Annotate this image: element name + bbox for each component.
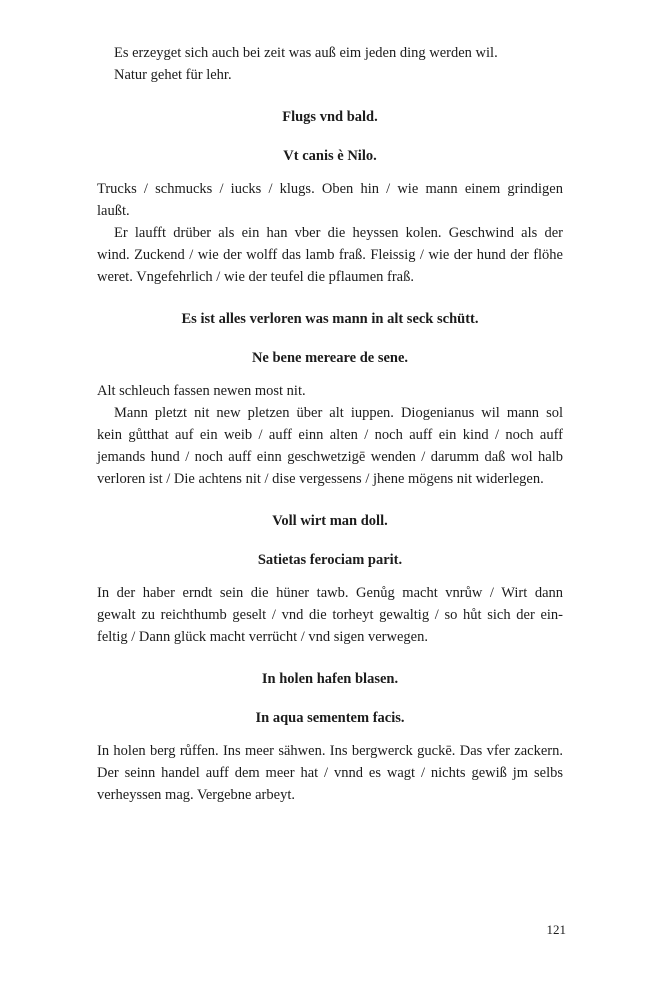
text-line: verheyssen mag. Vergebne arbeyt. bbox=[97, 787, 295, 803]
page-number: 121 bbox=[546, 922, 566, 937]
paragraph bbox=[97, 740, 563, 806]
section-heading: Ne bene mereare de sene. bbox=[251, 350, 409, 366]
section-heading: Flugs vnd bald. bbox=[282, 109, 378, 125]
section-heading: Es ist alles verloren was mann in alt seck schütt. bbox=[181, 311, 479, 327]
text-line: Der seinn handel auff dem meer hat / vnnd es wagt / nichts gewiß jm selbs bbox=[97, 765, 563, 781]
text-line: Natur gehet für lehr. bbox=[114, 67, 232, 83]
text-line: feltig / Dann glück macht verrücht / vnd sigen verwegen. bbox=[97, 629, 428, 645]
section-heading: Vt canis è Nilo. bbox=[283, 148, 377, 164]
paragraph bbox=[97, 178, 563, 222]
section-heading: In aqua sementem facis. bbox=[255, 710, 405, 726]
paragraph bbox=[97, 42, 563, 64]
text-line: kein gůtthat auf ein weib / auff einn alten / noch auff ein kind / noch auff bbox=[97, 427, 563, 443]
page-content bbox=[97, 42, 563, 806]
text-line: In der haber erndt sein die hüner tawb. Genůg macht vnrůw / Wirt dann bbox=[97, 585, 563, 601]
text-line: Trucks / schmucks / iucks / klugs. Oben hin / wie mann einem grindigen bbox=[97, 181, 563, 197]
section-heading: In holen hafen blasen. bbox=[261, 671, 399, 687]
section-heading: Satietas ferociam parit. bbox=[257, 552, 403, 568]
text-line: In holen berg růffen. Ins meer sähwen. Ins bergwerck guckē. Das vfer zackern. bbox=[97, 743, 563, 759]
text-line: verloren ist / Die achtens nit / dise vergessens / jhene mögens nit widerlegen. bbox=[97, 471, 544, 487]
section-heading: Voll wirt man doll. bbox=[272, 513, 388, 529]
text-line: gewalt zu reichthumb geselt / vnd die torheyt gewaltig / so hůt sich der ein- bbox=[97, 607, 563, 623]
paragraph bbox=[97, 380, 563, 402]
text-line: Er laufft drüber als ein han vber die heyssen kolen. Geschwind als der bbox=[114, 225, 563, 241]
text-line: Es erzeyget sich auch bei zeit was auß eim jeden ding werden wil. bbox=[114, 45, 498, 61]
paragraph bbox=[97, 402, 563, 490]
paragraph bbox=[97, 64, 563, 86]
text-line: laußt. bbox=[97, 203, 130, 219]
text-line: weret. Vngefehrlich / wie der teufel die pflaumen fraß. bbox=[97, 269, 414, 285]
text-line: Alt schleuch fassen newen most nit. bbox=[97, 383, 306, 399]
text-line: wind. Zuckend / wie der wolff das lamb fraß. Fleissig / wie der hund der flöhe bbox=[97, 247, 563, 263]
text-line: jemands hund / noch auff einn geschwetzigē wenden / darumm daß wol halb bbox=[97, 449, 563, 465]
paragraph bbox=[97, 582, 563, 648]
paragraph bbox=[97, 222, 563, 288]
text-line: Mann pletzt nit new pletzen über alt iuppen. Diogenianus wil mann sol bbox=[114, 405, 563, 421]
